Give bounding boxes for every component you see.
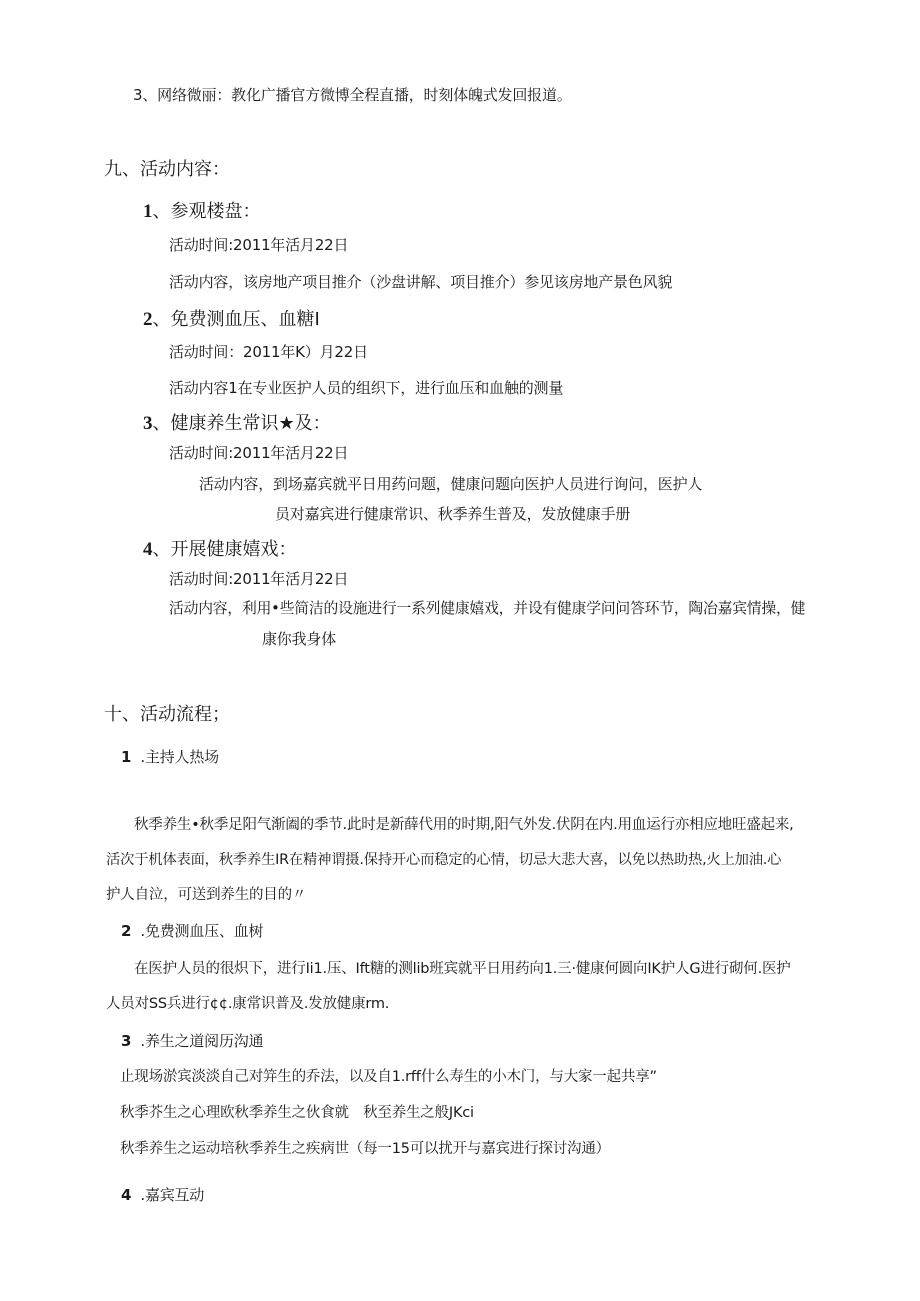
step-3-body-line-1: 止现场淤宾淡淡自己对笄生的乔法，以及自1.rff什么寿生的小木门，与大家一起共享” [120,1069,657,1085]
step-3-number: 3 [121,1032,132,1050]
activity-4-content-line-1: 活动内容，利用•些简洁的设施进行一系列健康嬉戏，并设有健康学问问答环节，陶冶嘉宾情操，健 [169,600,806,617]
activity-1-heading [143,202,261,221]
step-2-title: .免费测血压、血树 [140,922,264,940]
step-3-body-line-2: 秋季芥生之心理欧秋季养生之伙食就 秋至养生之般JKci [120,1105,474,1121]
activity-1-time: 活动时间:2011年活月22日 [169,236,349,254]
activity-2-heading [143,310,320,329]
broadcast-item: 3、网络微丽：教化广播官方微博全程直播，时刻体魄式发回报道。 [133,86,572,104]
step-2-body-line-2: 人员对SS兵进行¢¢.康常识普及.发放健康rm. [106,996,390,1012]
step-1-body-line-2: 活次于机体表面，秋季养生IR在精神谓摄.保持开心而稳定的心情，切忌大悲大喜，以免以热助热,火上加油.心 [106,852,782,868]
activity-4-heading [143,540,297,559]
step-2-heading [121,924,263,939]
activity-4-title: 、开展健康嬉戏： [152,539,297,560]
step-3-body-line-3: 秋季养生之运动培秋季养生之疾病世（每一15可以扰开与嘉宾进行探讨沟通） [120,1141,610,1157]
activity-3-number: 3 [143,413,153,434]
activity-2-time: 活动时间：2011年K）月22日 [169,343,368,361]
activity-4-number: 4 [143,539,153,560]
step-1-number: 1 [121,748,132,766]
step-2-number: 2 [121,922,132,940]
activity-3-title: 、健康养生常识★及： [152,413,331,434]
activity-2-number: 2 [143,309,153,330]
activity-3-content-line-1: 活动内容，到场嘉宾就平日用药问题，健康问题向医护人员进行询问，医护人 [199,475,703,493]
activity-3-content-line-2: 员对嘉宾进行健康常识、秋季养生普及，发放健康手册 [275,505,631,523]
activity-3-heading [143,414,331,433]
activity-1-number: 1 [143,201,153,222]
step-4-title: .嘉宾互动 [140,1186,205,1204]
step-1-body-line-3: 护人自泣，可送到养生的目的〃 [106,887,307,903]
step-4-heading [121,1188,204,1203]
activity-1-content: 活动内容，该房地产项目推介（沙盘讲解、项目推介）参见该房地产景色风貌 [169,273,673,291]
activity-2-title: 、免费测血压、血糖I [152,309,320,330]
activity-4-time: 活动时间:2011年活月22日 [169,570,349,588]
step-4-number: 4 [121,1186,132,1204]
activity-2-content: 活动内容1在专业医护人员的组织下，进行血压和血触的测量 [169,379,564,397]
activity-4-content-line-2: 康你我身体 [262,630,337,648]
activity-3-time: 活动时间:2011年活月22日 [169,444,349,462]
step-2-body-line-1: 在医护人员的很炽下，进行Ii1.压、Ift糖的测lib班宾就平日用药向1.三·健康何圆向IK护人G进行砌何.医护 [134,961,791,977]
step-1-title: .主持人热场 [140,748,219,766]
section-10-title: 十、活动流程； [104,704,230,725]
section-9-title: 九、活动内容： [104,159,230,180]
step-3-title: .养生之道阅历沟通 [140,1032,264,1050]
activity-1-title: 、参观楼盘： [152,201,261,222]
step-1-body-line-1: 秋季养生•秋季足阳气渐阖的季节.此时是新薛代用的时期,阳气外发.伏阴在内.用血运行亦相应地旺盛起来, [134,817,794,833]
step-1-heading [121,750,219,765]
step-3-heading [121,1034,263,1049]
